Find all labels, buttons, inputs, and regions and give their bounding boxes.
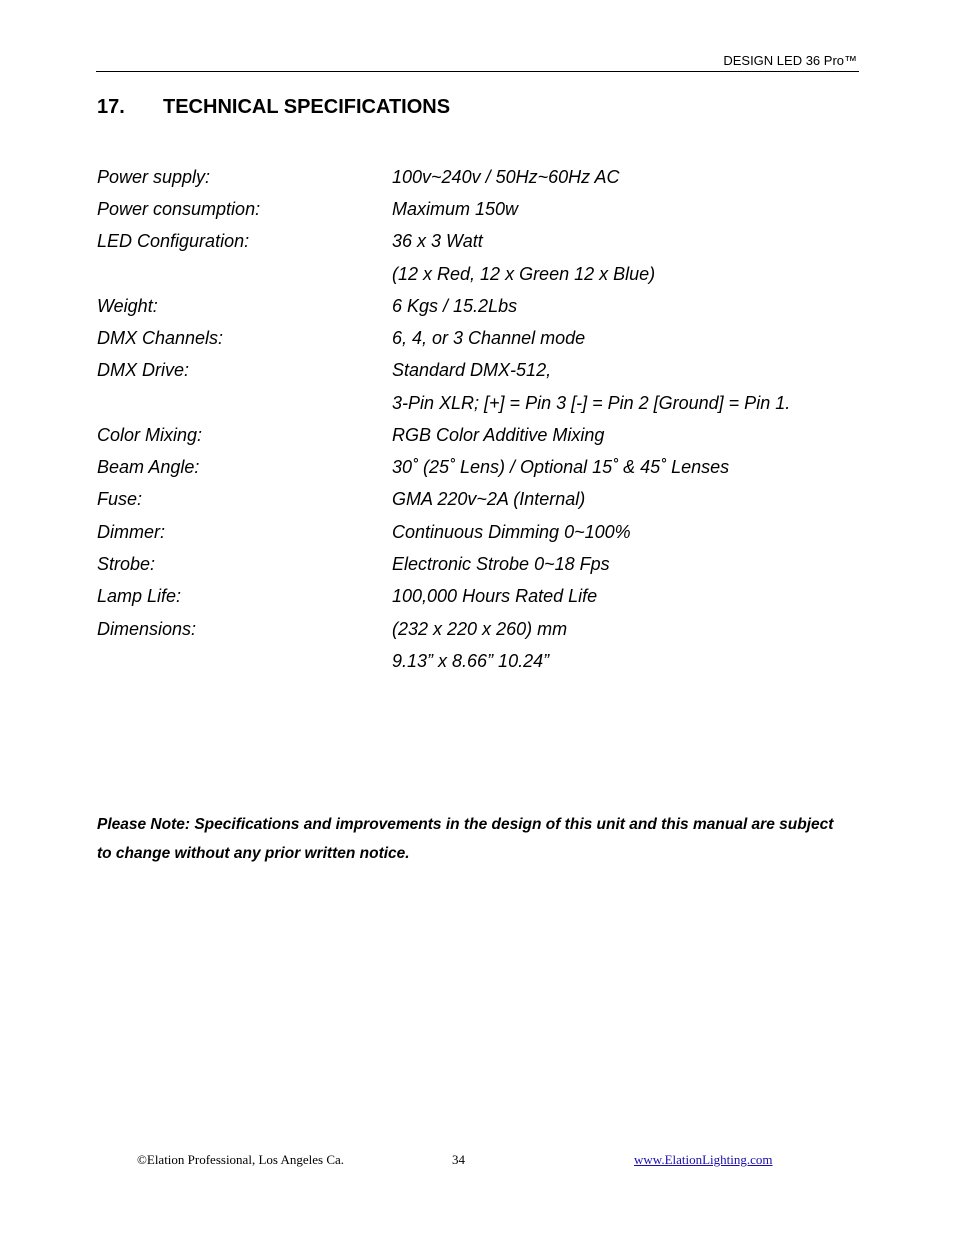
- spec-value: (232 x 220 x 260) mm: [392, 619, 568, 639]
- spec-label: Lamp Life:: [97, 586, 182, 606]
- spec-value: Maximum 150w: [392, 199, 519, 219]
- spec-value: Continuous Dimming 0~100%: [392, 522, 631, 542]
- footer-copyright: ©Elation Professional, Los Angeles Ca.: [137, 1152, 345, 1167]
- spec-label: Power consumption:: [97, 199, 261, 219]
- spec-label: Weight:: [97, 296, 158, 316]
- spec-label: DMX Drive:: [97, 360, 190, 380]
- spec-value: 6, 4, or 3 Channel mode: [392, 328, 586, 348]
- spec-value: RGB Color Additive Mixing: [392, 425, 605, 445]
- spec-label: Strobe:: [97, 554, 156, 574]
- spec-label: Beam Angle:: [97, 457, 200, 477]
- spec-label: Power supply:: [97, 167, 211, 187]
- spec-value: 36 x 3 Watt: [392, 231, 483, 251]
- spec-value: 6 Kgs / 15.2Lbs: [392, 296, 518, 316]
- header-divider: [96, 71, 859, 72]
- section-number: 17.: [97, 96, 125, 118]
- spec-value: Electronic Strobe 0~18 Fps: [392, 554, 610, 574]
- spec-value: 3-Pin XLR; [+] = Pin 3 [-] = Pin 2 [Ground] = Pin 1.: [392, 393, 791, 413]
- footer-page-number: 34: [452, 1152, 465, 1167]
- spec-label: LED Configuration:: [97, 231, 250, 251]
- spec-value: 30˚ (25˚ Lens) / Optional 15˚ & 45˚ Lenses: [392, 457, 730, 477]
- spec-value: 100,000 Hours Rated Life: [392, 586, 598, 606]
- spec-label: Dimensions:: [97, 619, 197, 639]
- spec-value: Standard DMX-512,: [392, 360, 552, 380]
- spec-label: Dimmer:: [97, 522, 165, 542]
- spec-value: (12 x Red, 12 x Green 12 x Blue): [392, 264, 656, 284]
- footer-website-link[interactable]: www.ElationLighting.com: [634, 1152, 773, 1167]
- spec-value: GMA 220v~2A (Internal): [392, 489, 586, 509]
- spec-label: DMX Channels:: [97, 328, 224, 348]
- section-title: TECHNICAL SPECIFICATIONS: [163, 96, 451, 118]
- spec-label: Fuse:: [97, 489, 143, 509]
- header-product-title: DESIGN LED 36 Pro™: [723, 53, 857, 68]
- section-heading: [97, 96, 450, 119]
- specification-notice: Please Note: Specifications and improvements in the design of this unit and this manual are subject to change without any prior written notice.: [97, 816, 834, 862]
- spec-value: 100v~240v / 50Hz~60Hz AC: [392, 167, 620, 187]
- spec-value: 9.13” x 8.66” 10.24”: [392, 651, 550, 671]
- spec-label: Color Mixing:: [97, 425, 203, 445]
